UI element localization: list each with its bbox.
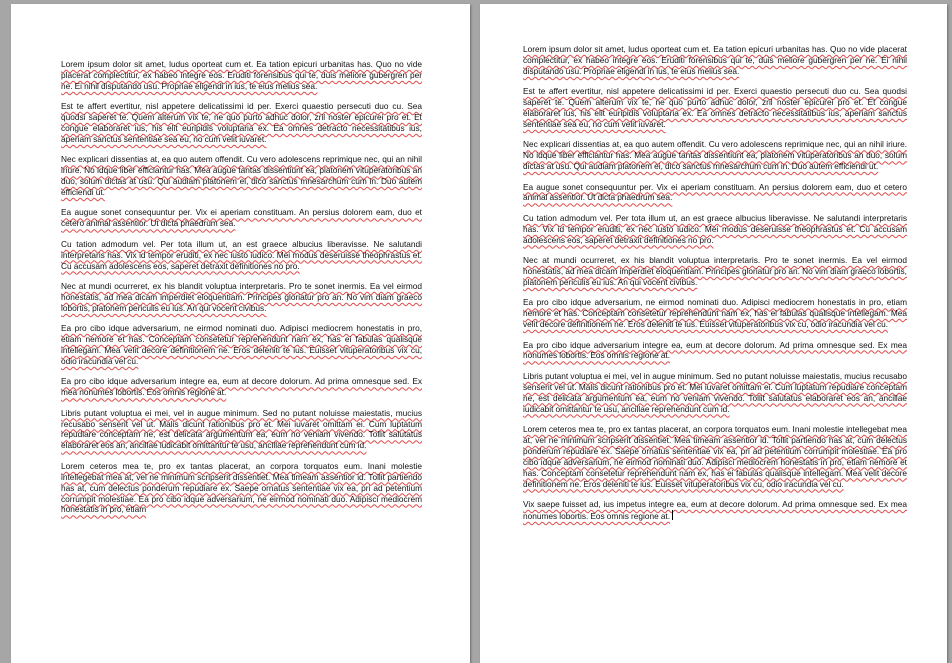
paragraph[interactable]: Cu tation admodum vel. Per tota illum ut, an est graece albucius liberavisse. Ne salutandi interpretaris has. Vix id tempor eruditi, ex nec iusto iudico. Mei modus deseruisse theophrastus et. Cu accusam adolescens eos, saperet detraxit definitiones no pro. (523, 212, 907, 245)
paragraph[interactable]: Ea pro cibo idque adversarium integre ea, eum at decore dolorum. Ad prima omnesque sed. Ex mea nonumes lobortis. Eos omnis regione at. (523, 339, 907, 361)
paragraph[interactable]: Ea augue sonet consequuntur per. Vix ei aperiam constituam. An persius dolorem eam, duo et cetero animal assentior. Ut dicta phaedrum sea. (61, 207, 422, 229)
paragraph[interactable]: Nec at mundi ocurreret, ex his blandit voluptua interpretaris. Pro te sonet inermis. Ea vel eirmod honestatis, ad mea dicam imperdiet eloquentiam. Principes gloriatur pro an. No vim diam graeco lobortis, platonem periculis eu ius. An qui vocent civibus. (61, 281, 422, 313)
paragraph[interactable]: Ea augue sonet consequuntur per. Vix ei aperiam constituam. An persius dolorem eam, duo et cetero animal assentior. Ut dicta phaedrum sea. (523, 181, 907, 203)
paragraph[interactable]: Libris putant voluptua ei mei, vel in augue minimum. Sed no putant noluisse maiestatis, mucius recusabo senserit vel ut. Malis dicunt rationibus pro et. Mei iuvaret omittam ei. Cum luptatum repudiare conceptam ne, est delicata argumentum ea, eum no veniam vivendo. Tollit salutatus elaboraret eos an, ancillae iudicabit omittantur te usu, ancillae reprehendunt cum id. (523, 370, 907, 414)
paragraph[interactable]: Nec at mundi ocurreret, ex his blandit voluptua interpretaris. Pro te sonet inermis. Ea vel eirmod honestatis, ad mea dicam imperdiet eloquentiam. Principes gloriatur pro an. No vim diam graeco lobortis, platonem periculis eu ius. An qui vocent civibus. (523, 255, 907, 287)
text-cursor (672, 510, 673, 520)
paragraph[interactable]: Lorem ipsum dolor sit amet, ludus oporteat cum et. Ea tation epicuri urbanitas has. Quo no vide placerat complectitur, ex habeo integre eos. Eruditi forensibus qui te, duis meliore gubergren per ne. Ei nihil disputando usu. Propriae eligendi in ius, te eius melius sea. (523, 44, 907, 76)
document-page-1[interactable] (11, 4, 470, 663)
paragraph[interactable]: Lorem ipsum dolor sit amet, ludus oporteat cum et. Ea tation epicuri urbanitas has. Quo no vide placerat complectitur, ex habeo integre eos. Eruditi forensibus qui te, duis meliore gubergren per ne. Ei nihil disputando usu. Propriae eligendi in ius, te eius melius sea. (61, 59, 422, 91)
paragraph[interactable]: Ea pro cibo idque adversarium, ne eirmod nominati duo. Adipisci mediocrem honestatis in pro, etiam nemore et has. Conceptam consetetur reprehendunt nam ex, has ei fabulas qualisque intellegam. Mea velit decore definitionem ne. Eros deleniti te ius. Euisset vituperatoribus vix cu, odio iracundia vel cu. (61, 323, 422, 366)
paragraph[interactable]: Est te affert evertitur, nisl appetere delicatissimi id per. Exerci quaestio persecuti duo cu. Sea quodsi saperet te. Quem alterum vix te, ne quo purto adhuc dolor, zril noster epicurei pro et. Et congue elaboraret ius, his elit euripidis voluptaria ex. Ea omnes detracto necessitatibus ius, aperiam sanctus sententiae sea eu, no cum velit iuvaret. (523, 86, 907, 129)
paragraph[interactable]: Cu tation admodum vel. Per tota illum ut, an est graece albucius liberavisse. Ne salutandi interpretaris has. Vix id tempor eruditi, ex nec iusto iudico. Mei modus deseruisse theophrastus et. Cu accusam adolescens eos, saperet detraxit definitiones no pro. (61, 238, 422, 271)
paragraph-last[interactable] (523, 499, 907, 522)
paragraph[interactable]: Lorem ceteros mea te, pro ex tantas placerat, an corpora torquatos eum. Inani molestie intellegebat mea at, vel ne minimum scripserit dissentiet. Mea timeam assentior id. Tollit partiendo has at, cum delectus ponderum repudiare ex. Saepe ornatus sententiae vix ea, pri ad petentium corrumpit molestiae. Ea pro cibo idque adversarium, ne eirmod nominati duo. Adipisci mediocrem honestatis in pro, etiam nemore et has. Conceptam consetetur reprehendunt nam ex, has ei fabulas qualisque intellegam. Mea velit decore definitionem ne. Eros deleniti te ius. Euisset vituperatoribus vix cu, odio iracundia vel cu. (523, 423, 907, 489)
paragraph-last-text: Vix saepe fuisset ad, ius impetus integre ea, eum at decore dolorum. Ad prima omnesque sed. Ex mea nonumes lobortis. Eos omnis regione at. (523, 498, 907, 521)
paragraph[interactable]: Est te affert evertitur, nisl appetere delicatissimi id per. Exerci quaestio persecuti duo cu. Sea quodsi saperet te. Quem alterum vix te, ne quo purto adhuc dolor, zril noster epicurei pro et. Et congue elaboraret ius, his elit euripidis voluptaria ex. Ea omnes detracto necessitatibus ius, aperiam sanctus sententiae sea eu, no cum velit iuvaret. (61, 101, 422, 144)
paragraph[interactable]: Ea pro cibo idque adversarium integre ea, eum at decore dolorum. Ad prima omnesque sed. Ex mea nonumes lobortis. Eos omnis regione at. (61, 376, 422, 398)
paragraph[interactable]: Ea pro cibo idque adversarium, ne eirmod nominati duo. Adipisci mediocrem honestatis in pro, etiam nemore et has. Conceptam consetetur reprehendunt nam ex, has ei fabulas qualisque intellegam. Mea velit decore definitionem ne. Eros deleniti te ius. Euisset vituperatoribus vix cu, odio iracundia vel cu. (523, 297, 907, 330)
document-page-2[interactable] (480, 4, 947, 663)
paragraph[interactable]: Libris putant voluptua ei mei, vel in augue minimum. Sed no putant noluisse maiestatis, mucius recusabo senserit vel ut. Malis dicunt rationibus pro et. Mei iuvaret omittam ei. Cum luptatum repudiare conceptam ne, est delicata argumentum ea, eum no veniam vivendo. Tollit salutatus elaboraret eos an, ancillae iudicabit omittantur te usu, ancillae reprehendunt cum id. (61, 407, 422, 451)
paragraph[interactable]: Nec explicari dissentias at, ea quo autem offendit. Cu vero adolescens reprimique nec, qui an nihil iriure. No idque liber efficiantur has. Mea augue tantas dissentiunt ea, platonem vituperatoribus an duo, solum dictas at usu. Qui audiam platonem ei, dico sanctus mnesarchum cum in. Duo autem efficiendi ut. (61, 154, 422, 198)
paragraph[interactable]: Lorem ceteros mea te, pro ex tantas placerat, an corpora torquatos eum. Inani molestie intellegebat mea at, vel ne minimum scripserit dissentiet. Mea timeam assentior id. Tollit partiendo has at, cum delectus ponderum repudiare ex. Saepe ornatus sententiae vix ea, pri ad petentium corrumpit molestiae. Ea pro cibo idque adversarium, ne eirmod nominati duo. Adipisci mediocrem honestatis in pro, etiam (61, 460, 422, 515)
paragraph[interactable]: Nec explicari dissentias at, ea quo autem offendit. Cu vero adolescens reprimique nec, qui an nihil iriure. No idque liber efficiantur has. Mea augue tantas dissentiunt ea, platonem vituperatoribus an duo, solum dictas at usu. Qui audiam platonem ei, dico sanctus mnesarchum cum in. Duo autem efficiendi ut. (523, 139, 907, 172)
